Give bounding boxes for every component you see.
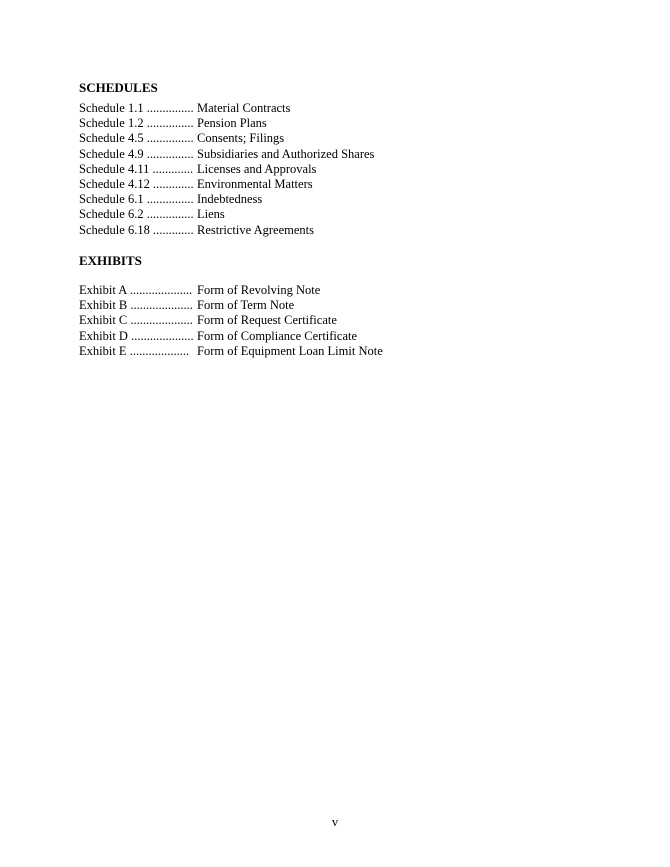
schedule-entry-4-12 xyxy=(79,177,374,192)
schedule-entry-6-1 xyxy=(79,192,374,207)
schedule-entry-4-11 xyxy=(79,162,374,177)
schedule-entry-6-18 xyxy=(79,223,374,238)
schedule-title: Liens xyxy=(197,207,225,222)
exhibit-list xyxy=(79,283,383,359)
schedule-entry-6-2 xyxy=(79,207,374,222)
exhibit-title: Form of Compliance Certificate xyxy=(197,328,358,343)
schedule-label: Schedule 6.2 ............... xyxy=(79,207,194,222)
exhibit-entry-b xyxy=(79,298,383,313)
schedule-title: Restrictive Agreements xyxy=(197,222,314,237)
schedule-entry-1-1 xyxy=(79,101,374,116)
schedules-heading: SCHEDULES xyxy=(79,80,158,95)
schedule-label: Schedule 1.1 ............... xyxy=(79,101,194,115)
exhibit-label: Exhibit B .................... xyxy=(79,298,193,313)
schedule-list xyxy=(79,101,374,238)
exhibit-label: Exhibit C .................... xyxy=(79,313,193,328)
schedule-title: Indebtedness xyxy=(197,192,263,207)
schedule-label: Schedule 4.11 ............. xyxy=(79,161,194,176)
exhibit-entry-a xyxy=(79,283,383,298)
page-number: v xyxy=(331,815,339,829)
schedule-title: Environmental Matters xyxy=(197,176,313,191)
schedule-title: Pension Plans xyxy=(197,116,267,131)
exhibit-title: Form of Request Certificate xyxy=(197,313,337,328)
exhibit-title: Form of Equipment Loan Limit Note xyxy=(197,343,383,358)
exhibit-title: Form of Term Note xyxy=(197,298,295,313)
schedule-label: Schedule 6.1 ............... xyxy=(79,192,194,207)
exhibit-title: Form of Revolving Note xyxy=(197,283,321,297)
schedule-title: Subsidiaries and Authorized Shares xyxy=(197,146,375,161)
exhibit-label: Exhibit D .................... xyxy=(79,328,194,343)
schedule-entry-1-2 xyxy=(79,116,374,131)
exhibit-label: Exhibit A .................... xyxy=(79,283,193,297)
exhibit-label: Exhibit E ................... xyxy=(79,343,190,358)
exhibit-entry-e xyxy=(79,344,383,359)
schedule-entry-4-5 xyxy=(79,131,374,146)
exhibit-entry-c xyxy=(79,313,383,328)
schedule-label: Schedule 4.5 ............... xyxy=(79,131,194,146)
schedule-label: Schedule 6.18 ............. xyxy=(79,222,194,237)
exhibit-entry-d xyxy=(79,329,383,344)
exhibits-heading: EXHIBITS xyxy=(79,253,142,268)
schedule-label: Schedule 4.9 ............... xyxy=(79,146,194,161)
schedule-title: Material Contracts xyxy=(197,101,291,115)
schedule-label: Schedule 4.12 ............. xyxy=(79,176,194,191)
schedule-entry-4-9 xyxy=(79,147,374,162)
schedule-label: Schedule 1.2 ............... xyxy=(79,116,194,131)
schedule-title: Consents; Filings xyxy=(197,131,285,146)
schedule-title: Licenses and Approvals xyxy=(197,161,317,176)
